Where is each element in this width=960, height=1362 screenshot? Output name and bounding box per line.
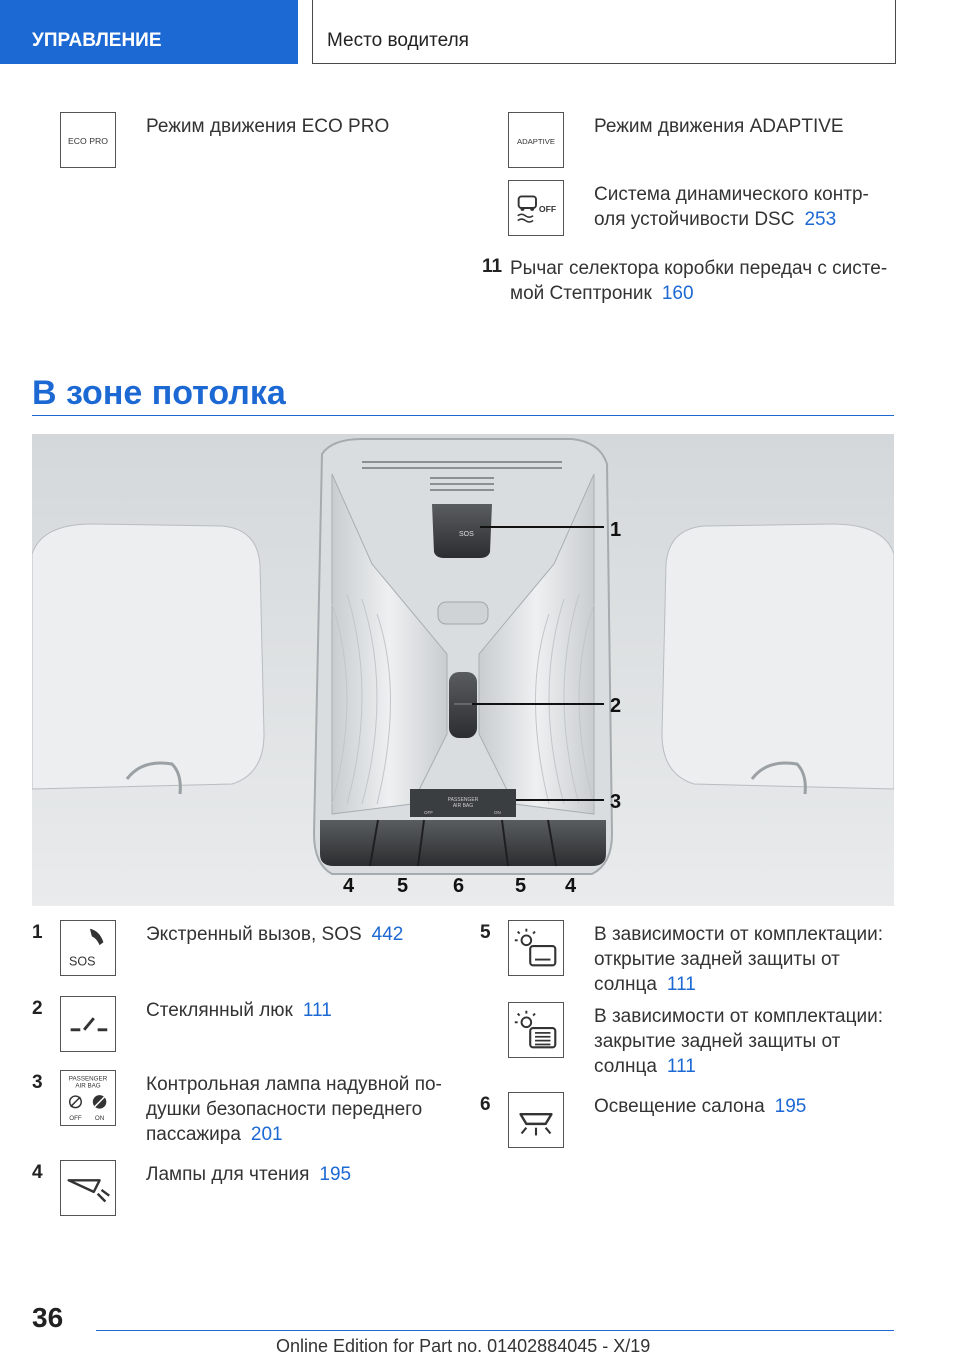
callout-6: 6 — [453, 875, 465, 897]
footer-edition: Online Edition for Part no. 01402884045 - X/19 — [276, 1336, 651, 1356]
sunblind-open-line2: открытие задней защиты от — [594, 949, 840, 970]
callout-5-left: 5 — [397, 875, 409, 897]
callout-3: 3 — [610, 791, 622, 813]
photo-airbag-label1: PASSENGER — [447, 797, 479, 803]
interior-light-text — [594, 1094, 806, 1119]
dsc-text — [594, 182, 869, 232]
airbag-text-line3: пассажира — [146, 1124, 241, 1145]
airbag-page-ref[interactable]: 201 — [250, 1124, 283, 1145]
sunroof-text-line: Стеклянный люк — [146, 1000, 293, 1021]
item-number-5: 5 — [480, 922, 491, 943]
adaptive-icon-label: ADAPTIVE — [516, 136, 556, 146]
callout-4-right: 4 — [565, 875, 577, 897]
selector-lever-line1: Рычаг селектора коробки передач с систе- — [510, 258, 888, 279]
sunblind-open-line3: солнца — [594, 974, 657, 995]
interior-light-page-ref[interactable]: 195 — [774, 1096, 807, 1117]
ceiling-console-illustration — [32, 434, 894, 906]
footer-divider — [96, 1330, 894, 1331]
callout-2: 2 — [610, 695, 622, 717]
dsc-text-line1: Система динамического контр- — [594, 184, 869, 205]
item-number-4: 4 — [32, 1162, 43, 1183]
airbag-icon-label2: AIR BAG — [75, 1082, 101, 1090]
selector-lever-page-ref[interactable]: 160 — [661, 283, 694, 304]
photo-sos-label: SOS — [459, 531, 474, 538]
airbag-text-line1: Контрольная лампа надувной по- — [146, 1074, 442, 1095]
rear-sunblind-close-icon — [508, 1002, 564, 1058]
photo-airbag-off: OFF — [424, 810, 433, 815]
dsc-text-line2: оля устойчивости DSC — [594, 209, 795, 230]
reading-lamp-text-line: Лампы для чтения — [146, 1164, 310, 1185]
rear-sunblind-open-icon — [508, 920, 564, 976]
sos-page-ref[interactable]: 442 — [371, 924, 404, 945]
item-number-2: 2 — [32, 998, 43, 1019]
airbag-text-line2: душки безопасности переднего — [146, 1099, 423, 1120]
item-number-11: 11 — [482, 256, 503, 277]
item-number-6: 6 — [480, 1094, 491, 1115]
section-divider — [32, 415, 894, 416]
sos-text-line: Экстренный вызов, SOS — [146, 924, 362, 945]
sos-text — [146, 922, 403, 947]
chapter-title: Место водителя — [312, 0, 896, 64]
photo-airbag-on: ON — [494, 810, 501, 815]
eco-pro-text: Режим движения ECO PRO — [146, 116, 390, 137]
reading-lamp-text — [146, 1162, 351, 1187]
page-number: 36 — [32, 1302, 64, 1333]
item-number-3: 3 — [32, 1072, 43, 1093]
sos-icon — [60, 920, 116, 976]
interior-light-icon — [508, 1092, 564, 1148]
adaptive-icon — [508, 112, 564, 168]
sunblind-close-line2: закрытие задней защиты от — [594, 1031, 841, 1052]
section-tab: УПРАВЛЕНИЕ — [0, 0, 298, 64]
selector-lever-line2: мой Стептроник — [510, 283, 652, 304]
airbag-icon-label1: PASSENGER — [68, 1075, 108, 1083]
selector-lever-text — [510, 256, 887, 306]
sunblind-close-text — [594, 1004, 883, 1079]
dsc-off-label: OFF — [538, 203, 557, 214]
sunblind-open-line1: В зависимости от комплектации: — [594, 924, 883, 945]
sunroof-page-ref[interactable]: 111 — [302, 1000, 332, 1021]
section-heading: В зоне потолка — [32, 374, 286, 412]
sunblind-close-line3: солнца — [594, 1056, 657, 1077]
sos-icon-label: SOS — [68, 954, 96, 969]
callout-4-left: 4 — [343, 875, 355, 897]
reading-lamp-icon — [60, 1160, 116, 1216]
reading-lamp-page-ref[interactable]: 195 — [319, 1164, 352, 1185]
eco-pro-icon-label: ECO PRO — [68, 135, 108, 146]
callout-1: 1 — [610, 519, 622, 541]
sunblind-close-line1: В зависимости от комплектации: — [594, 1006, 883, 1027]
interior-light-text-line: Освещение салона — [594, 1096, 765, 1117]
photo-airbag-label2: AIR BAG — [452, 803, 474, 809]
sunblind-open-page-ref[interactable]: 111 — [666, 974, 696, 995]
sunroof-text — [146, 998, 332, 1023]
airbag-text — [146, 1072, 442, 1147]
passenger-airbag-icon — [60, 1070, 116, 1126]
eco-pro-icon — [60, 112, 116, 168]
sunroof-icon — [60, 996, 116, 1052]
callout-5-right: 5 — [515, 875, 527, 897]
dsc-page-ref[interactable]: 253 — [804, 209, 837, 230]
airbag-icon-off: OFF — [69, 1115, 82, 1123]
dsc-off-icon — [508, 180, 564, 236]
adaptive-text: Режим движения ADAPTIVE — [594, 116, 844, 137]
sunblind-open-text — [594, 922, 883, 997]
sunblind-close-page-ref[interactable]: 111 — [666, 1056, 696, 1077]
item-number-1: 1 — [32, 922, 43, 943]
airbag-icon-on: ON — [94, 1115, 105, 1123]
